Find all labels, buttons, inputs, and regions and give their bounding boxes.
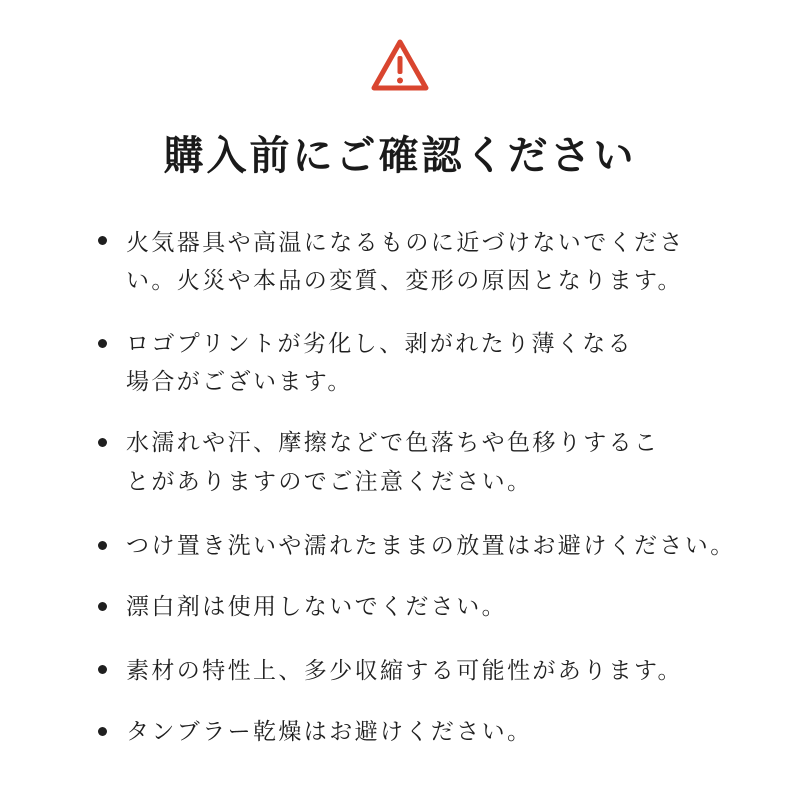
bullet [98,727,107,736]
page-title: 購入前にご確認ください [163,133,637,179]
bullet [98,339,107,348]
notice-line: とがありますのでご注意ください。 [126,469,533,495]
bullet [98,665,107,674]
notice-line: つけ置き洗いや濡れたままの放置はお避けください。 [126,533,736,559]
bullet [98,602,107,611]
notice-line: タンブラー乾燥はお避けください。 [126,719,533,745]
notice-line: 水濡れや汗、摩擦などで色落ちや色移りするこ [126,430,660,456]
notice-line: ロゴプリントが劣化し、剥がれたり薄くなる [126,331,634,357]
notice-line: 場合がございます。 [126,369,353,395]
notice-line: 漂白剤は使用しないでください。 [126,594,507,620]
bullet [98,438,107,447]
bullet [98,541,107,550]
bullet [98,236,107,245]
notice-line: 火気器具や高温になるものに近づけないでくださ [126,230,685,256]
notice-line: 素材の特性上、多少収縮する可能性があります。 [126,658,683,684]
notice-line: い。火災や本品の変質、変形の原因となります。 [126,268,683,294]
